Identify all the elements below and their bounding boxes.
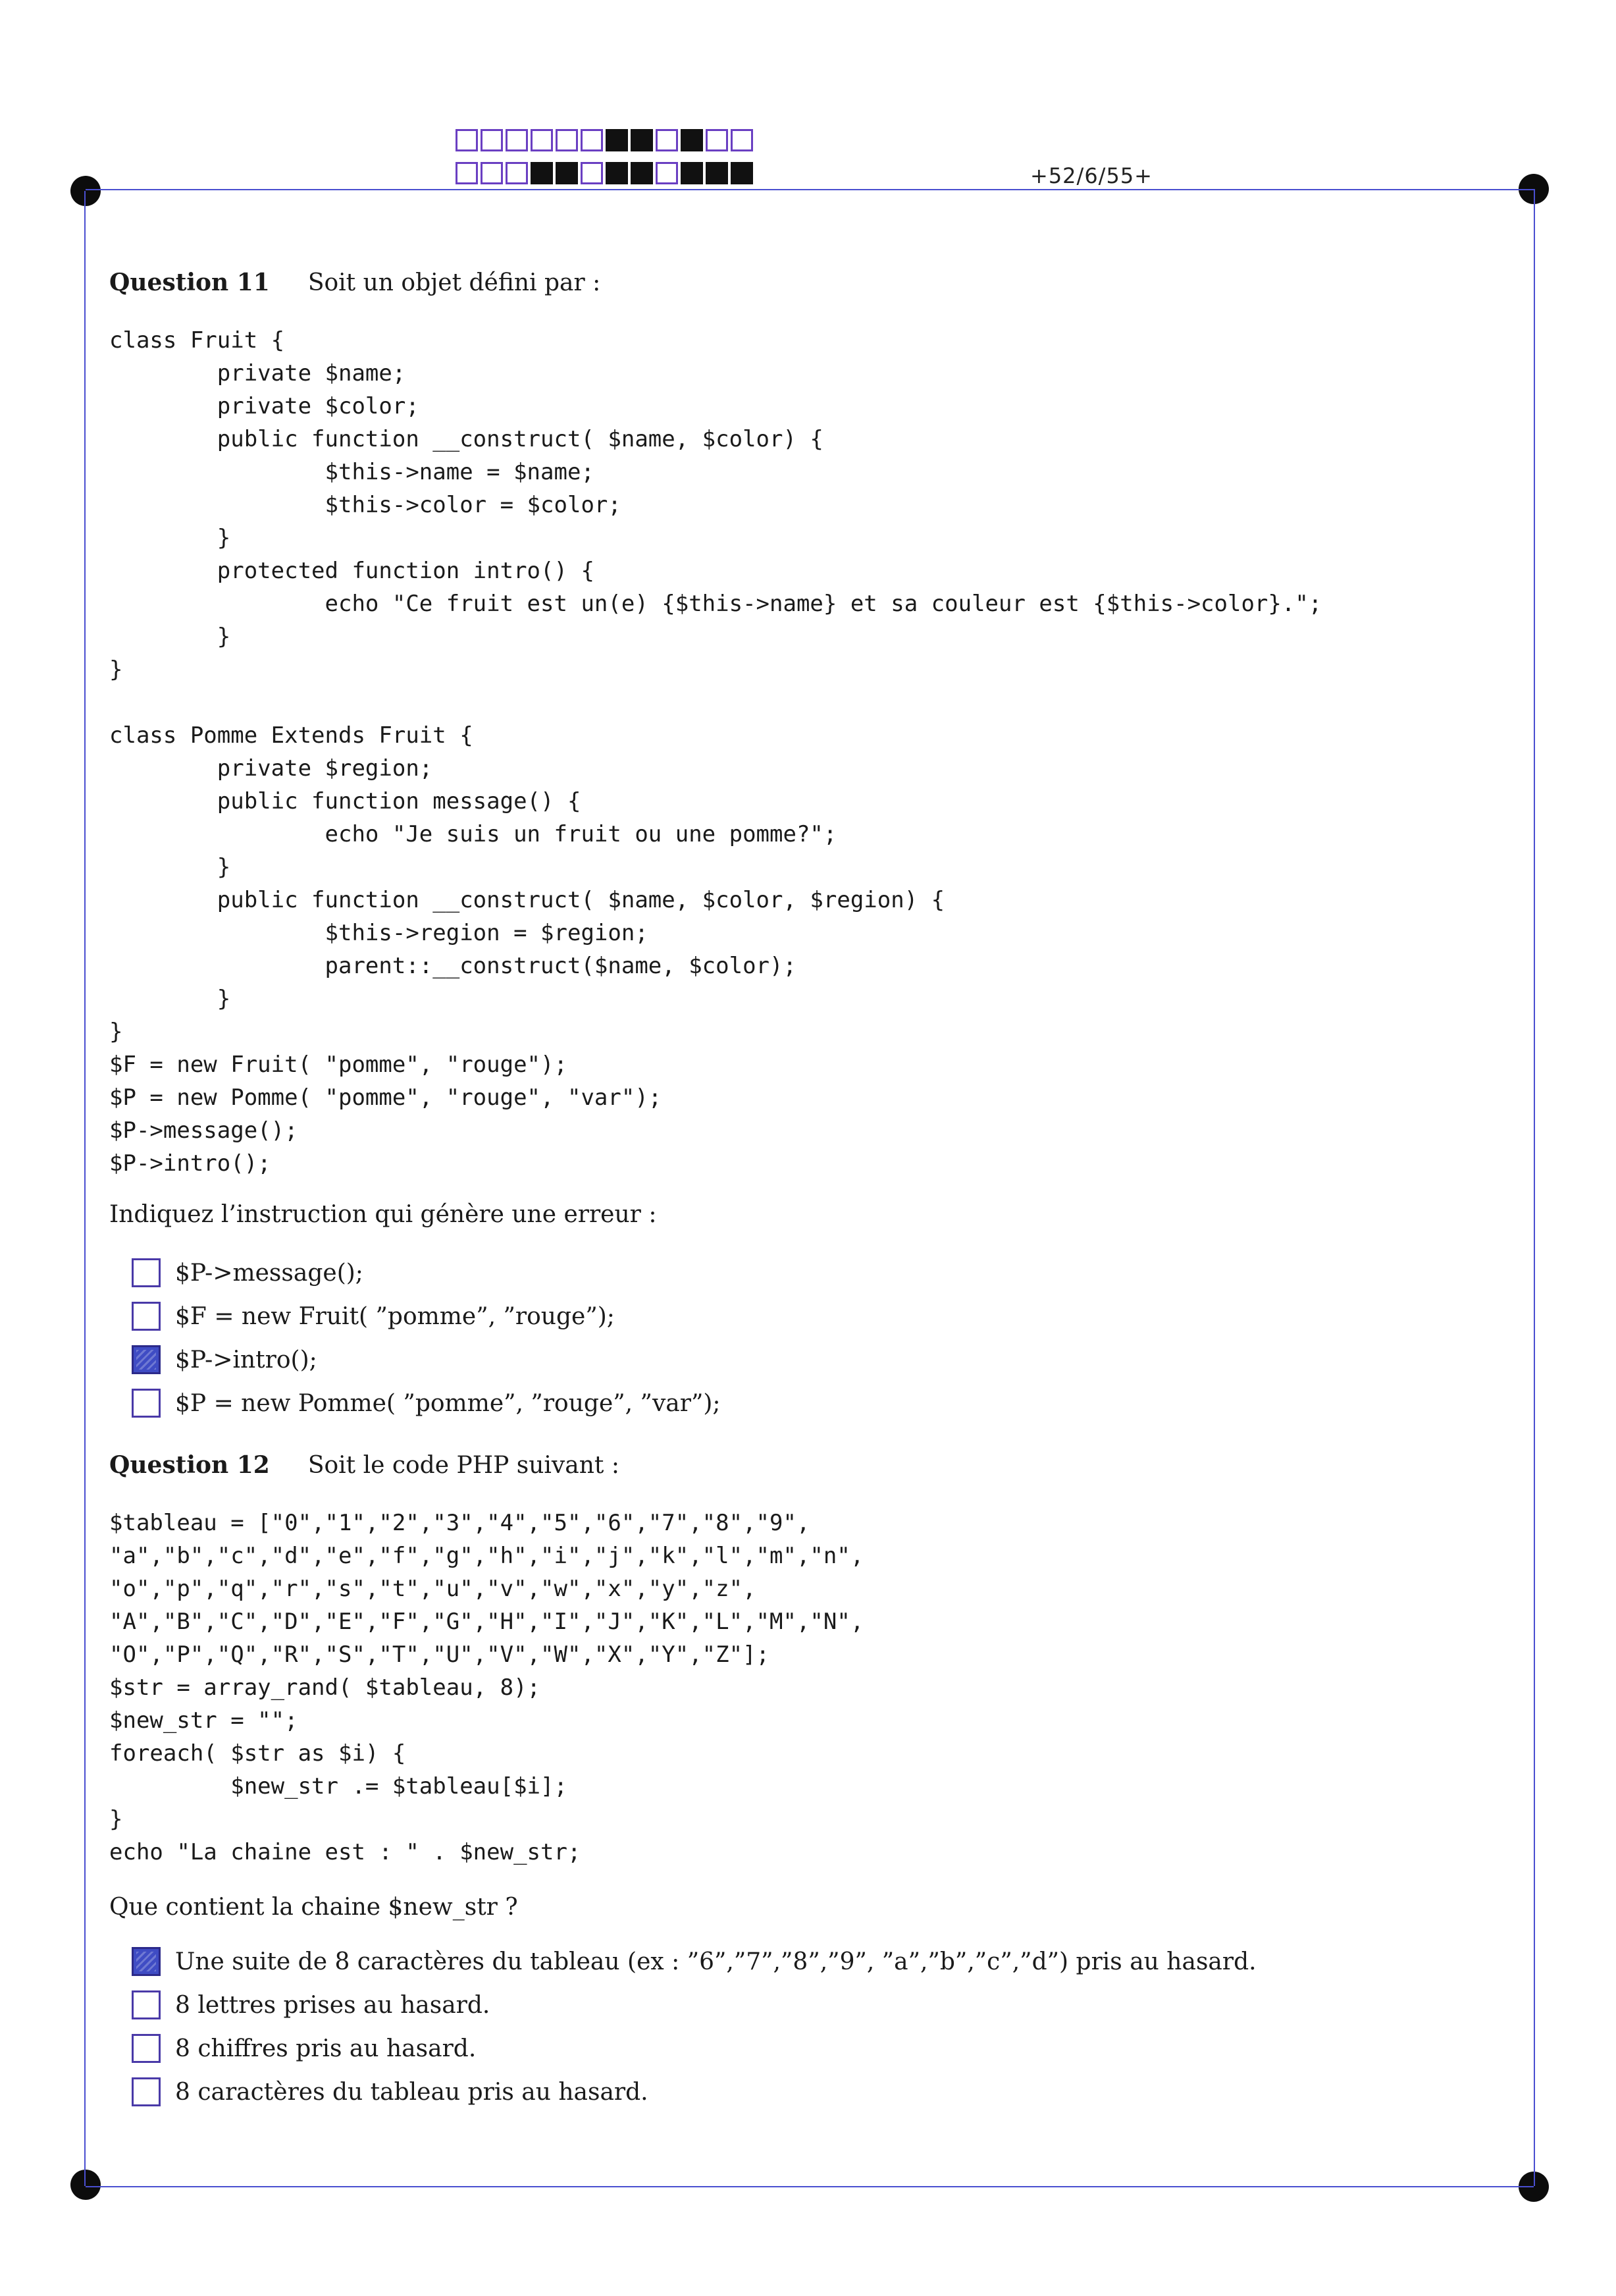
answer-label: $P = new Pomme( ”pomme”, ”rouge”, ”var”); bbox=[175, 1389, 721, 1417]
id-grid-cell bbox=[706, 129, 728, 151]
id-grid-cell bbox=[656, 129, 678, 151]
checkbox[interactable] bbox=[132, 1990, 161, 2019]
id-grid-cell bbox=[606, 129, 628, 151]
question-12-header bbox=[109, 1451, 619, 1479]
id-grid-cell bbox=[506, 129, 528, 151]
question-11-prompt: Indiquez l’instruction qui génère une erreur : bbox=[109, 1201, 657, 1228]
answer-label: 8 chiffres pris au hasard. bbox=[175, 2035, 477, 2062]
id-grid-row-1 bbox=[456, 129, 756, 151]
question-11-intro: Soit un objet défini par : bbox=[307, 269, 601, 296]
frame-top-line bbox=[86, 189, 1534, 190]
id-grid-cell bbox=[656, 162, 678, 184]
checkbox-checked[interactable] bbox=[132, 1345, 161, 1374]
answer-option[interactable] bbox=[132, 1381, 721, 1425]
id-grid-cell bbox=[581, 129, 603, 151]
id-grid-cell bbox=[481, 129, 503, 151]
page-id: +52/6/55+ bbox=[1030, 163, 1153, 188]
answer-option[interactable] bbox=[132, 1940, 1257, 1983]
frame-right-line bbox=[1534, 189, 1535, 2186]
id-grid-cell bbox=[556, 162, 578, 184]
question-11-answers bbox=[132, 1251, 721, 1425]
question-12-answers bbox=[132, 1940, 1257, 2114]
answer-option[interactable] bbox=[132, 1295, 721, 1338]
answer-option[interactable] bbox=[132, 1338, 721, 1381]
answer-label: $F = new Fruit( ”pomme”, ”rouge”); bbox=[175, 1302, 615, 1330]
id-grid-cell bbox=[681, 129, 703, 151]
id-grid-cell bbox=[706, 162, 728, 184]
answer-option[interactable] bbox=[132, 2027, 1257, 2070]
question-12-prompt: Que contient la chaine $new_str ? bbox=[109, 1894, 518, 1921]
id-grid-row-2 bbox=[456, 162, 756, 184]
checkbox[interactable] bbox=[132, 1258, 161, 1287]
answer-label: 8 lettres prises au hasard. bbox=[175, 1991, 490, 2019]
question-12-code: $tableau = ["0","1","2","3","4","5","6","7","8","9", "a","b","c","d","e","f","g","h","i","j","k","l","m","n", "o","p","q","r","s","t","u","v","w","x","y","z", "A","B","C","D","E","F","G","H","I","J","K","L","M","N", "O","P","Q","R","S","T","U","V","W","X","Y","Z"]; $str = array_rand( $tableau, 8); $new_str = ""; foreach( $str as $i) { $new_str .= $tableau[$i]; } echo "La chaine est : " . $new_str; bbox=[109, 1510, 864, 1865]
checkbox-checked[interactable] bbox=[132, 1947, 161, 1976]
question-12-label: Question 12 bbox=[109, 1451, 270, 1479]
id-grid-cell bbox=[506, 162, 528, 184]
answer-label: $P->message(); bbox=[175, 1259, 363, 1287]
id-grid-cell bbox=[456, 129, 478, 151]
id-grid-cell bbox=[631, 162, 653, 184]
answer-option[interactable] bbox=[132, 1983, 1257, 2027]
id-grid-cell bbox=[556, 129, 578, 151]
question-12-intro: Soit le code PHP suivant : bbox=[307, 1452, 619, 1479]
question-11-label: Question 11 bbox=[109, 269, 270, 296]
id-grid-cell bbox=[681, 162, 703, 184]
question-11-code: class Fruit { private $name; private $color; public function __construct( $name, $color) { $this->name = $name; $this->color = $color; } protected function intro() { echo "Ce fruit est un(e) {$this->name} et sa couleur est {$this->color}."; } } class Pomme Extends Fruit { private $region; public function message() { echo "Je suis un fruit ou une pomme?"; } public function __construct( $name, $color, $region) { $this->region = $region; parent::__construct($name, $color); } } $F = new Fruit( "pomme", "rouge"); $P = new Pomme( "pomme", "rouge", "var"); $P->message(); $P->intro(); bbox=[109, 327, 1322, 1177]
answer-label: 8 caractères du tableau pris au hasard. bbox=[175, 2078, 648, 2106]
registration-mark-bottom-left bbox=[70, 2170, 101, 2200]
id-grid-cell bbox=[581, 162, 603, 184]
answer-option[interactable] bbox=[132, 1251, 721, 1295]
id-grid-cell bbox=[531, 129, 553, 151]
checkbox[interactable] bbox=[132, 2077, 161, 2106]
question-11-header bbox=[109, 269, 600, 296]
answer-label: $P->intro(); bbox=[175, 1346, 317, 1374]
answer-option[interactable] bbox=[132, 2070, 1257, 2114]
checkbox[interactable] bbox=[132, 1302, 161, 1331]
checkbox[interactable] bbox=[132, 1389, 161, 1418]
id-grid-cell bbox=[606, 162, 628, 184]
id-grid-cell bbox=[531, 162, 553, 184]
frame-left-line bbox=[84, 191, 86, 2186]
answer-label: Une suite de 8 caractères du tableau (ex : ”6”,”7”,”8”,”9”, ”a”,”b”,”c”,”d”) pris au hasard. bbox=[175, 1948, 1257, 1975]
id-grid-cell bbox=[631, 129, 653, 151]
checkbox[interactable] bbox=[132, 2034, 161, 2063]
id-grid-cell bbox=[456, 162, 478, 184]
registration-mark-top-left bbox=[70, 176, 101, 206]
frame-bottom-line bbox=[86, 2186, 1534, 2187]
id-grid-cell bbox=[481, 162, 503, 184]
id-grid-cell bbox=[731, 162, 753, 184]
id-grid-cell bbox=[731, 129, 753, 151]
